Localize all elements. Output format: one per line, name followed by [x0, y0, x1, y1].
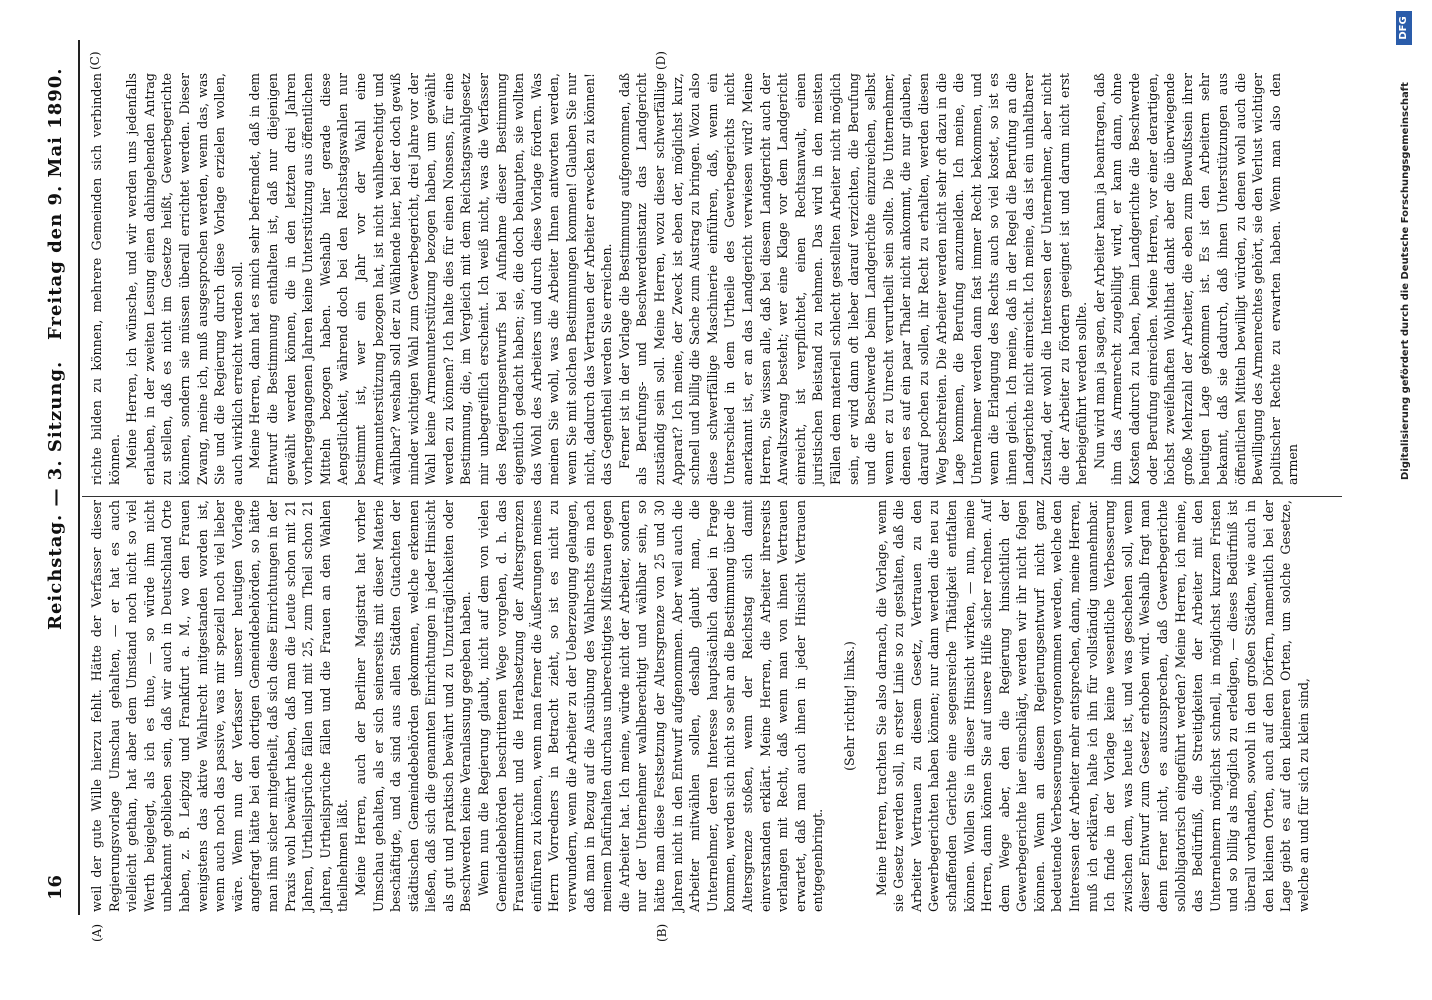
right-paragraph-4: Ferner ist in der Vorlage die Bestimmung aufgenommen, daß als Berufungs- und Beschwerdeinstanz das Landgericht zuständig sein soll. Meine Herren, wozu dieser schwerfällige Apparat? Ich meine, der Zweck ist eben der, möglichst kurz, schnell und billig die Sache zum Austrag zu bringen. Wozu also diese schwerfällige Maschinerie einführen, daß, wenn ein Unterschied in dem Urtheile des Gewerbegerichts nicht anerkannt ist, er an das Landgericht verwiesen wird? Meine Herren, Sie wissen alle, daß bei diesem Landgericht auch der Anwaltszwang besteht; wer eine Klage vor dem Landgericht einreicht, ist verpflichtet, einen Rechtsanwalt, einen juristischen Beistand zu nehmen. Das wird in den meisten Fällen dem materiell schlecht gestellten Arbeiter nicht möglich sein, er wird dann oft lieber darauf verzichten, die Berufung und die Beschwerde beim Landgerichte einzureichen, selbst wenn er zu Unrecht verurtheilt sein sollte. Die Unternehmer, denen es auf ein paar Thaler nicht ankommt, die nur glauben, darauf pochen zu sollen, ihr Recht zu erhalten, werden diesen Weg beschreiten. Die Arbeiter werden nicht sehr oft dazu in die Lage kommen, die Berufung anzumelden. Ich meine, die Unternehmer werden dann fast immer Recht bekommen, und wenn die Erlangung des Rechts auch so viel kostet, so ist es ihnen gleich. Ich meine, daß in der Regel die Berufung an die Landgerichte nicht einreicht. Ich meine, das ist ein unhaltbarer Zustand, der wohl die Interessen der Unternehmer, aber nicht die der Arbeiter zu fördern geeignet ist und darum nicht erst herbeigeführt werden sollte.	[616, 73, 1090, 485]
margin-marker-c: (C)	[88, 51, 102, 70]
running-head	[45, 0, 71, 960]
left-column	[88, 500, 1312, 912]
margin-marker-a: (A)	[90, 923, 104, 942]
right-paragraph-1: richte bilden zu können, mehrere Gemeinden sich verbinden können.	[89, 73, 122, 485]
right-paragraph-2: Meine Herren, ich wünsche, und wir werden uns jedenfalls erlauben, in der zweiten Lesung einen dahingehenden Antrag zu stellen, daß es nicht im Gesetze heißt, Gewerbegerichte können, sondern sie müssen überall errichtet werden. Dieser Zwang, meine ich, muß ausgesprochen werden, wenn das, was Sie und die Regierung durch diese Vorlage erzielen wollen, auch wirklich erreicht werden soll.	[124, 73, 245, 485]
margin-marker-b: (B)	[655, 923, 669, 942]
digitization-credit: Digitalisierung gefördert durch die Deutsche Forschungsgemeinschaft	[1400, 82, 1411, 480]
column-divider	[82, 496, 1342, 497]
left-paragraph-5: Meine Herren, trachten Sie also darnach, die Vorlage, wenn sie Gesetz werden soll, in erster Linie so zu gestalten, daß die Arbeiter Vertrauen zu diesem Gesetz, Vertrauen zu den Gewerbegerichten haben können; nur dann werden die neu zu schaffenden Gerichte eine segensreiche Thätigkeit entfalten können. Wollen Sie in dieser Hinsicht wirken, — nun, meine Herren, dann können Sie auf unsere Hilfe sicher rechnen. Auf dem Wege aber, den die Regierung hinsichtlich der Gewerbegerichte hier einschlägt, werden wir ihr nicht folgen können. Wenn an diesem Regierungsentwurf nicht ganz bedeutende Verbesserungen vorgenommen werden, welche den Interessen der Arbeiter mehr entsprechen, dann, meine Herren, muß ich erklären, halte ich ihn für vollständig unannehmbar. Ich finde in der Vorlage keine wesentliche Verbesserung zwischen dem, was heute ist, und was geschehen soll, wenn dieser Entwurf zum Gesetz erhoben wird. Weshalb fragt man denn ferner nicht, es auszusprechen, daß Gewerbegerichte sollobligatorisch eingeführt werden? Meine Herren, ich meine, das Bedürfniß, die Streitigkeiten der Arbeiter mit den Unternehmern möglichst schnell, in möglichst kurzen Fristen und so billig als möglich zu erledigen, — dieses Bedürfniß ist überall vorhanden, sowohl in den großen Städten, wie auch in den kleinen Orten, auch auf den Dörfern, namentlich bei der Lage giebt es auf den kleineren Orten, um solche Gesetze, welche an und für sich zu klein sind,	[873, 499, 1311, 912]
margin-marker-d: (D)	[654, 51, 668, 70]
session-date: Freitag den 9. Mai 1890.	[45, 67, 66, 340]
dfg-logo: DFG	[1396, 11, 1412, 45]
left-paragraph-3: Wenn nun die Regierung glaubt, nicht auf dem von vielen Gemeindebehörden beschrittenen Wege vorgehen, d. h. das Frauenstimmrecht und die Herabsetzung der Altersgrenzen einführen zu können, wenn man ferner die Äußerungen meines Herrn Vorredners in Betracht zieht, so ist es nicht zu verwundern, wenn die Arbeiter zu der Ueberzeugung gelangen, daß man in Bezug auf die Ausübung des Wahlrechts ein nach meinem Dafürhalten durchaus unberechtigtes Mißtrauen gegen die Arbeiter hat. Ich meine, würde nicht der Arbeiter, sondern nur der Unternehmer wahlberechtigt und wählbar sein, so hätte man diese Festsetzung der Altersgrenze von 25 und 30 Jahren nicht in den Entwurf aufgenommen. Aber weil auch die Arbeiter mitwählen sollen, deshalb glaubt man, die Unternehmer, deren Interesse hauptsächlich dabei in Frage kommen, werden sich nicht so sehr an die Bestimmung über die Altersgrenze stoßen, wenn der Reichstag sich damit einverstanden erklärt. Meine Herren, die Arbeiter ihrerseits verlangen mit Recht, daß wenn man von ihnen Vertrauen erwartet, daß man auch ihnen in jeder Hinsicht Vertrauen entgegenbringt.	[476, 500, 826, 912]
session-title: Reichstag. — 3. Sitzung.	[45, 360, 66, 630]
header-rule	[78, 40, 80, 915]
right-paragraph-5: Nun wird man ja sagen, der Arbeiter kann ja beantragen, daß ihm das Armenrecht zugebilligt wird, er kann dann, ohne Kosten dadurch zu haben, beim Landgerichte die Beschwerde oder Berufung einreichen. Meine Herren, vor einer derartigen, höchst zweifelhaften Wohlthat dankt aber die überwiegende große Mehrzahl der Arbeiter, die eben zum Bewußtsein ihrer heutigen Lage gekommen ist. Es ist den Arbeitern sehr bekannt, daß sie dadurch, daß ihnen Unterstützungen aus öffentlichen Mitteln bewilligt würden, zu denen wohl auch die Bewilligung des Armenrechtes gehört, sie den Verlust wichtiger politischer Rechte zu erwarten haben. Wenn man also den armen	[1091, 73, 1301, 485]
interjection: (Sehr richtig! links.)	[841, 641, 857, 771]
left-paragraph-1: weil der gute Wille hierzu fehlt. Hätte der Verfasser dieser Regierungsvorlage Umschau gehalten, — er hat es auch vielleicht gethan, hat aber dem Umstand noch nicht so viel Werth beigelegt, als ich es thue, — so würde ihm nicht unbekannt geblieben sein, daß wir auch in Deutschland Orte haben, z. B. Leipzig und Frankfurt a. M., wo den Frauen wenigstens das aktive Wahlrecht mitgestanden worden ist, wenn auch noch das passive, was mir speziell noch viel lieber wäre. Wenn nun der Verfasser unserer heutigen Vorlage angefragt hätte bei den dortigen Gemeindebehörden, so hätte man ihm sicher mitgetheilt, daß sich diese Einrichtungen in der Praxis wohl bewährt haben, daß man die Leute schon mit 21 Jahren, Urtheilsprüche fällen und mit 25, zum Theil schon 21 Jahren, Urtheilsprüche fällen und die Frauen an den Wahlen theilnehmen läßt.	[89, 500, 351, 912]
right-paragraph-3: Meine Herren, dann hat es mich sehr befremdet, daß in dem Entwurf die Bestimmung enthalten ist, daß nur diejenigen gewählt werden können, die in den letzten drei Jahren vorhergegangenen Jahren keine Unterstützung aus öffentlichen Mitteln bezogen haben. Weshalb hier gerade diese Aengstlichkeit, während doch bei den Reichstagswahlen nur bestimmt ist, wer ein Jahr vor der Wahl eine Armenunterstützung bezogen hat, ist nicht wahlberechtigt und wählbar? weshalb soll der zu Wählende hier, bei der doch gewiß minder wichtigen Wahl zum Gewerbegericht, drei Jahre vor der Wahl keine Armenunterstützung bezogen haben, um gewählt werden zu können? Ich halte dies für einen Nonsens, für eine Bestimmung, die, im Vergleich mit dem Reichstagswahlgesetz mir unbegreiflich erscheint. Ich weiß nicht, was die Verfasser des Regierungsentwurfs bei Aufnahme dieser Bestimmung eigentlich gedacht haben; sie, die doch behaupten, sie wollten das Wohl des Arbeiters und durch diese Vorlage fördern. Was meinen Sie wohl, was die Arbeiter Ihnen antworten werden, wenn Sie mit solchen Bestimmungen kommen! Glauben Sie nur nicht, dadurch das Vertrauen der Arbeiter erwecken zu können! das Gegentheil werden Sie erreichen.	[247, 73, 615, 485]
left-paragraph-2: Meine Herren, auch der Berliner Magistrat hat vorher Umschau gehalten, als er sich seinerseits mit dieser Materie beschäftigte, und da sind aus allen Städten Gutachten der städtischen Gemeindebehörden gekommen, welche erkennen ließen, daß sich die genannten Einrichtungen in jeder Hinsicht als gut und praktisch bewährt und zu Unzuträglichkeiten oder Beschwerden keine Veranlassung gegeben haben.	[352, 500, 474, 912]
page-number: 16	[45, 874, 66, 900]
right-column	[88, 73, 1302, 485]
